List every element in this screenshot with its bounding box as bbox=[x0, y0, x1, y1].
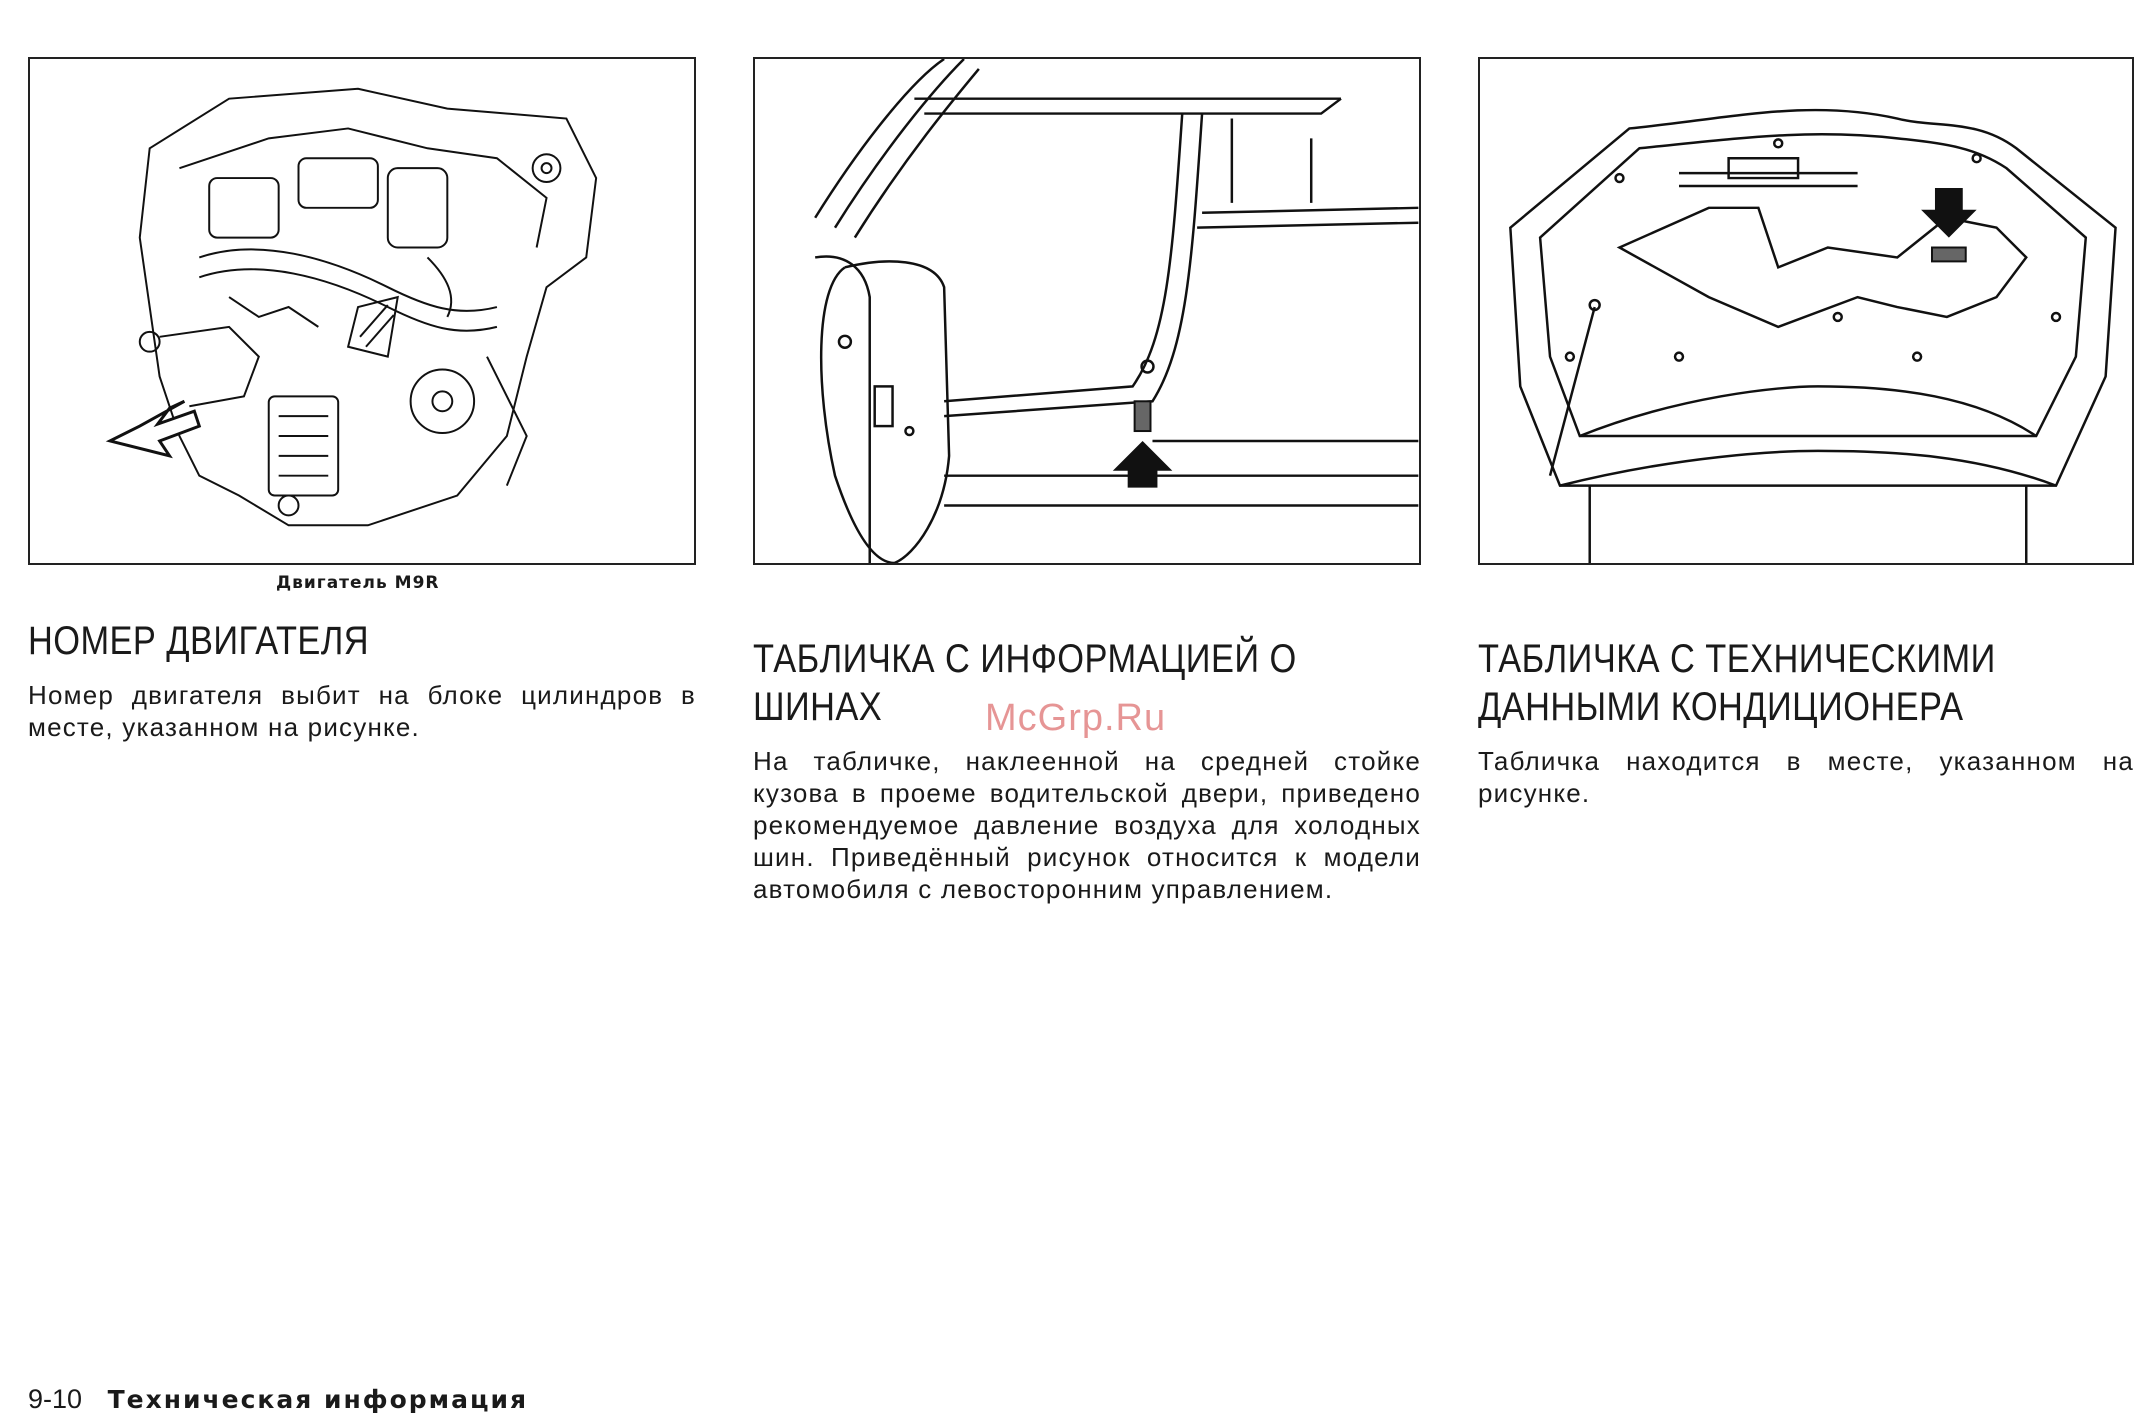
tyre-info-section bbox=[753, 57, 1421, 905]
engine-number-section bbox=[28, 57, 696, 743]
section-heading: ТАБЛИЧКА С ТЕХНИЧЕСКИМИ ДАННЫМИ КОНДИЦИОНЕРА bbox=[1478, 637, 1996, 729]
engine-illustration bbox=[28, 57, 696, 565]
ac-label-section bbox=[1478, 57, 2134, 809]
section-body: Номер двигателя выбит на блоке цилиндров в месте, указанном на рисунке. bbox=[28, 680, 696, 742]
door-pillar-illustration bbox=[753, 57, 1421, 565]
pointing-arrow bbox=[1113, 441, 1173, 488]
section-title: Техническая информация bbox=[107, 1385, 529, 1414]
page-number: 9-10 bbox=[28, 1384, 83, 1414]
hood-drawing bbox=[1480, 59, 2132, 563]
hood-illustration bbox=[1478, 57, 2134, 565]
figure-caption: Двигатель M9R bbox=[276, 573, 440, 593]
section-heading: НОМЕР ДВИГАТЕЛЯ bbox=[28, 619, 370, 663]
engine-drawing bbox=[30, 59, 694, 563]
label-location-marker bbox=[1932, 248, 1966, 262]
door-drawing bbox=[755, 59, 1419, 563]
figure-caption bbox=[753, 573, 1421, 595]
section-heading: ТАБЛИЧКА С ИНФОРМАЦИЕЙ О ШИНАХ bbox=[753, 637, 1297, 729]
section-body: Табличка находится в месте, указанном на рисунке. bbox=[1478, 746, 2134, 808]
watermark: McGrp.Ru bbox=[985, 697, 1167, 739]
figure-caption bbox=[1478, 573, 2134, 595]
page-footer bbox=[28, 1384, 528, 1415]
section-body: На табличке, наклеенной на средней стойке кузова в проеме водительской двери, приведено рекомендуемое давление воздуха для холодных шин. Приведённый рисунок относится к модели автомобиля с левосторонним управлением. bbox=[753, 746, 1421, 904]
label-location-marker bbox=[1135, 401, 1151, 431]
